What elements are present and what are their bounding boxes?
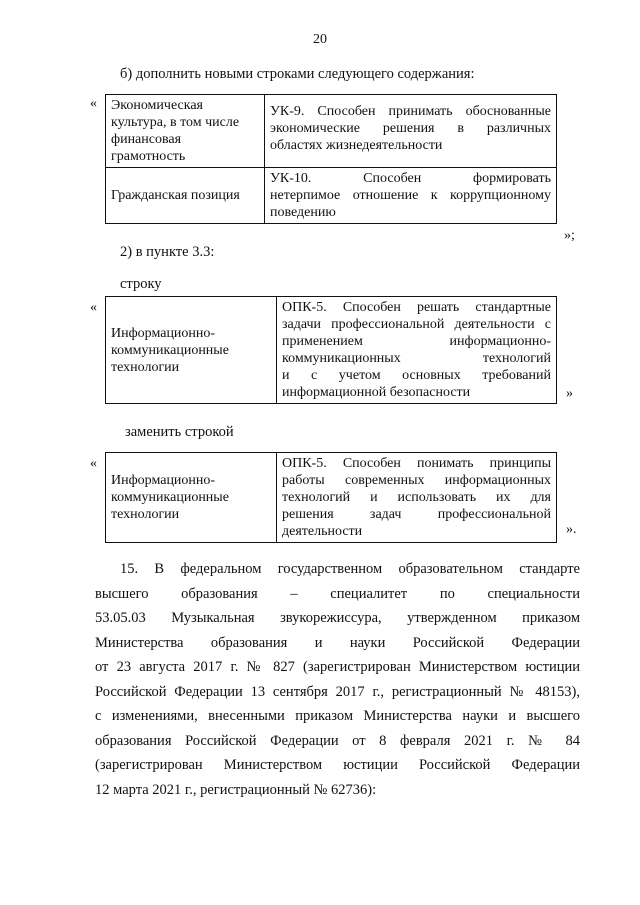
cell-line: поведению xyxy=(270,205,336,220)
cell-line: областях жизнедеятельности xyxy=(270,138,443,153)
table3-left xyxy=(106,453,277,543)
zamenit-label: заменить строкой xyxy=(125,424,234,440)
cell-line: коммуникационные xyxy=(111,490,229,505)
cell-line: Экономическая xyxy=(111,98,203,113)
table1-row1-left xyxy=(106,95,265,168)
cell-line: Информационно- xyxy=(111,325,216,341)
cell-line: УК-9. Способен принимать обоснованные xyxy=(270,104,551,119)
cell-line: экономические решения в различных xyxy=(270,121,551,136)
cell-line: решения задач профессиональной xyxy=(282,507,551,522)
table-row xyxy=(106,95,557,168)
cell-line: Информационно- xyxy=(111,473,216,488)
table3-right xyxy=(277,453,557,543)
paragraph-line: 53.05.03 Музыкальная звукорежиссура, утвержденном приказом xyxy=(95,610,580,626)
cell-line: информационной безопасности xyxy=(282,385,471,400)
paragraph-line: Российской Федерации 13 сентября 2017 г., регистрационный № 48153), xyxy=(95,683,580,700)
paragraph-line: Министерства образования и науки Российской Федерации xyxy=(95,634,580,651)
cell-line: Гражданская позиция xyxy=(111,188,240,203)
table1-open-quote: « xyxy=(90,96,97,111)
table-row xyxy=(106,453,557,543)
table2 xyxy=(105,296,557,404)
table1-row1-right xyxy=(265,95,557,168)
cell-line: деятельности xyxy=(282,524,363,539)
cell-line: коммуникационные xyxy=(111,342,229,358)
table1 xyxy=(105,94,557,224)
cell-line: применением информационно- xyxy=(282,334,551,349)
item-2: 2) в пункте 3.3: xyxy=(120,244,215,260)
table1-row2-left xyxy=(106,168,265,224)
paragraph-line: (зарегистрирован Министерством юстиции Российской Федерации xyxy=(95,757,580,773)
table-row xyxy=(106,168,557,224)
table2-left xyxy=(106,297,277,404)
cell-line: технологии xyxy=(111,359,180,375)
table2-close-mark: » xyxy=(566,386,573,401)
page-number: 20 xyxy=(313,32,327,47)
cell-line: технологии xyxy=(111,507,180,522)
stroku-label: строку xyxy=(120,276,162,292)
paragraph-15 xyxy=(95,557,580,802)
paragraph-line: образования Российской Федерации от 8 февраля 2021 г. № 84 xyxy=(95,732,580,749)
table2-right xyxy=(277,297,557,404)
paragraph-line: от 23 августа 2017 г. № 827 (зарегистрирован Министерством юстиции xyxy=(95,659,580,675)
table3-close-mark: ». xyxy=(566,522,577,537)
table1-row2-right xyxy=(265,168,557,224)
intro-b: б) дополнить новыми строками следующего содержания: xyxy=(120,66,475,82)
paragraph-line: 12 марта 2021 г., регистрационный № 62736): xyxy=(95,781,377,798)
table3 xyxy=(105,452,557,543)
cell-line: культура, в том числе xyxy=(111,115,240,130)
cell-line: и с учетом основных требований xyxy=(282,368,551,383)
cell-line: работы современных информационных xyxy=(282,473,551,488)
paragraph-line: 15. В федеральном государственном образовательном стандарте xyxy=(120,561,580,577)
cell-line: нетерпимое отношение к коррупционному xyxy=(270,188,551,203)
cell-line: грамотность xyxy=(111,149,186,164)
cell-line: финансовая xyxy=(111,132,182,147)
cell-line: технологий и использовать их для xyxy=(282,490,551,505)
table3-open-quote: « xyxy=(90,456,97,471)
table2-open-quote: « xyxy=(90,300,97,315)
cell-line: ОПК-5. Способен понимать принципы xyxy=(282,456,551,471)
table1-close-mark: »; xyxy=(564,228,575,243)
paragraph-line: с изменениями, внесенными приказом Министерства науки и высшего xyxy=(95,708,580,724)
table-row xyxy=(106,297,557,404)
cell-line: ОПК-5. Способен решать стандартные xyxy=(282,300,551,315)
paragraph-line: высшего образования – специалитет по специальности xyxy=(95,585,580,602)
cell-line: задачи профессиональной деятельности с xyxy=(282,317,551,332)
cell-line: УК-10. Способен формировать xyxy=(270,171,551,186)
cell-line: коммуникационных технологий xyxy=(282,351,551,366)
